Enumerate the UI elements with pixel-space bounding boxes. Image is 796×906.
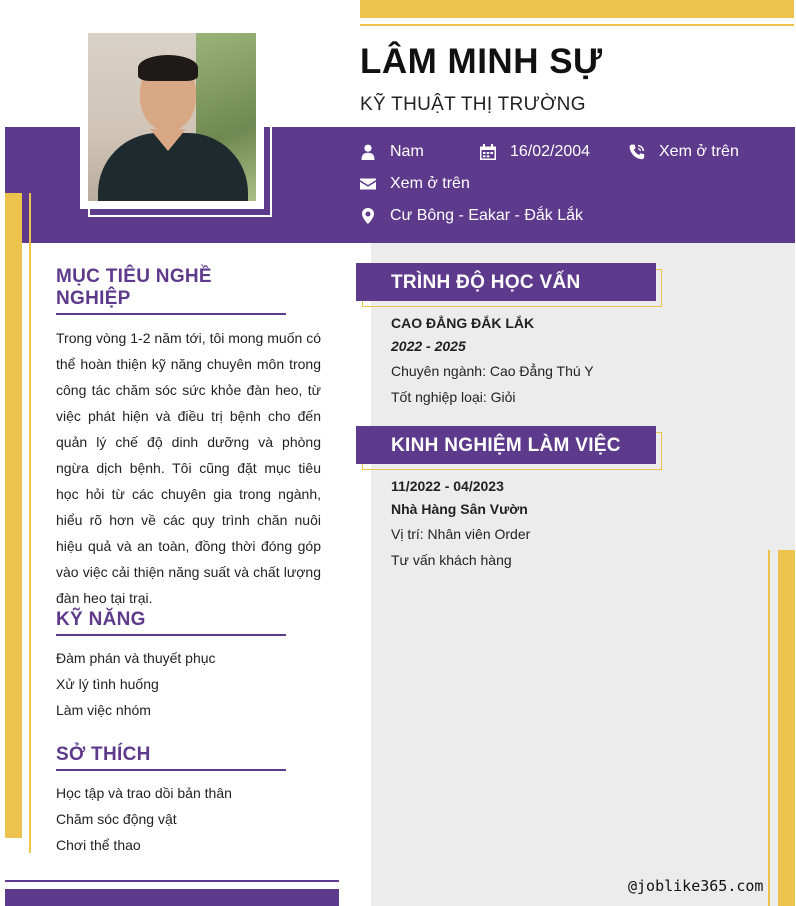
objective-title: MỤC TIÊU NGHỀ NGHIỆP bbox=[56, 266, 286, 315]
skills-title: KỸ NĂNG bbox=[56, 609, 286, 636]
info-dob bbox=[480, 143, 590, 161]
info-gender bbox=[360, 143, 424, 161]
list-item: Chơi thể thao bbox=[56, 837, 141, 853]
top-accent-line bbox=[360, 24, 794, 26]
top-accent-bar bbox=[360, 0, 794, 18]
school-name: CAO ĐẲNG ĐẮK LẮK bbox=[391, 315, 535, 331]
list-item: Chăm sóc động vật bbox=[56, 811, 177, 827]
job-title: KỸ THUẬT THỊ TRƯỜNG bbox=[360, 94, 586, 115]
phone-icon bbox=[629, 144, 645, 160]
education-period: 2022 - 2025 bbox=[391, 338, 466, 354]
gender-value: Nam bbox=[390, 143, 424, 160]
info-address bbox=[360, 207, 583, 225]
profile-photo-frame bbox=[80, 25, 264, 209]
experience-header bbox=[356, 426, 662, 470]
info-email bbox=[360, 175, 470, 193]
user-icon bbox=[360, 144, 376, 160]
objective-section bbox=[56, 266, 321, 611]
experience-period: 11/2022 - 04/2023 bbox=[391, 478, 504, 494]
list-item: Xử lý tình huống bbox=[56, 676, 159, 692]
dob-value: 16/02/2004 bbox=[510, 143, 591, 160]
calendar-icon bbox=[480, 144, 496, 160]
education-title: TRÌNH ĐỘ HỌC VẤN bbox=[356, 263, 656, 301]
left-accent-line bbox=[29, 193, 31, 853]
site-watermark: @joblike365.com bbox=[628, 877, 764, 895]
education-major: Chuyên ngành: Cao Đẳng Thú Y bbox=[391, 363, 594, 379]
map-pin-icon bbox=[360, 208, 376, 224]
hobbies-title: SỞ THÍCH bbox=[56, 744, 286, 771]
experience-position: Vị trí: Nhân viên Order bbox=[391, 526, 531, 542]
list-item: Học tập và trao dồi bản thân bbox=[56, 785, 232, 801]
education-entry bbox=[391, 312, 761, 410]
hobbies-section bbox=[56, 744, 321, 858]
left-accent-bar bbox=[5, 193, 22, 838]
education-grade: Tốt nghiệp loại: Giỏi bbox=[391, 389, 516, 405]
profile-photo bbox=[88, 33, 256, 201]
experience-title: KINH NGHIỆM LÀM VIỆC bbox=[356, 426, 656, 464]
right-accent-line bbox=[768, 550, 770, 906]
candidate-name: LÂM MINH SỰ bbox=[360, 42, 603, 81]
info-phone bbox=[629, 143, 739, 161]
email-value: Xem ở trên bbox=[390, 175, 470, 192]
address-value: Cư Bông - Eakar - Đắk Lắk bbox=[390, 207, 584, 224]
company-name: Nhà Hàng Sân Vườn bbox=[391, 501, 528, 517]
experience-entry bbox=[391, 475, 761, 573]
bottom-accent-bar bbox=[5, 889, 339, 906]
phone-value: Xem ở trên bbox=[659, 143, 739, 160]
experience-duty: Tư vấn khách hàng bbox=[391, 552, 512, 568]
bottom-accent-line bbox=[5, 880, 339, 882]
skills-section bbox=[56, 609, 321, 723]
objective-text: Trong vòng 1-2 năm tới, tôi mong muốn có thể hoàn thiện kỹ năng chuyên môn trong công tác chăm sóc sức khỏe đàn heo, từ việc phát hiện và điều trị bệnh cho đến quản lý chế độ dinh dưỡng và phòng ngừa dịch bệnh. Tôi cũng đặt mục tiêu học hỏi từ các chuyên gia trong ngành, hiểu rõ hơn về các quy trình chăn nuôi hiệu quả và an toàn, đồng thời đóng góp vào việc cải thiện năng suất và chất lượng đàn heo tại trại. bbox=[56, 330, 321, 606]
skills-list bbox=[56, 645, 321, 723]
list-item: Đàm phán và thuyết phục bbox=[56, 650, 216, 666]
right-accent-bar bbox=[778, 550, 795, 906]
list-item: Làm việc nhóm bbox=[56, 702, 151, 718]
envelope-icon bbox=[360, 176, 376, 192]
hobbies-list bbox=[56, 780, 321, 858]
education-header bbox=[356, 263, 662, 307]
